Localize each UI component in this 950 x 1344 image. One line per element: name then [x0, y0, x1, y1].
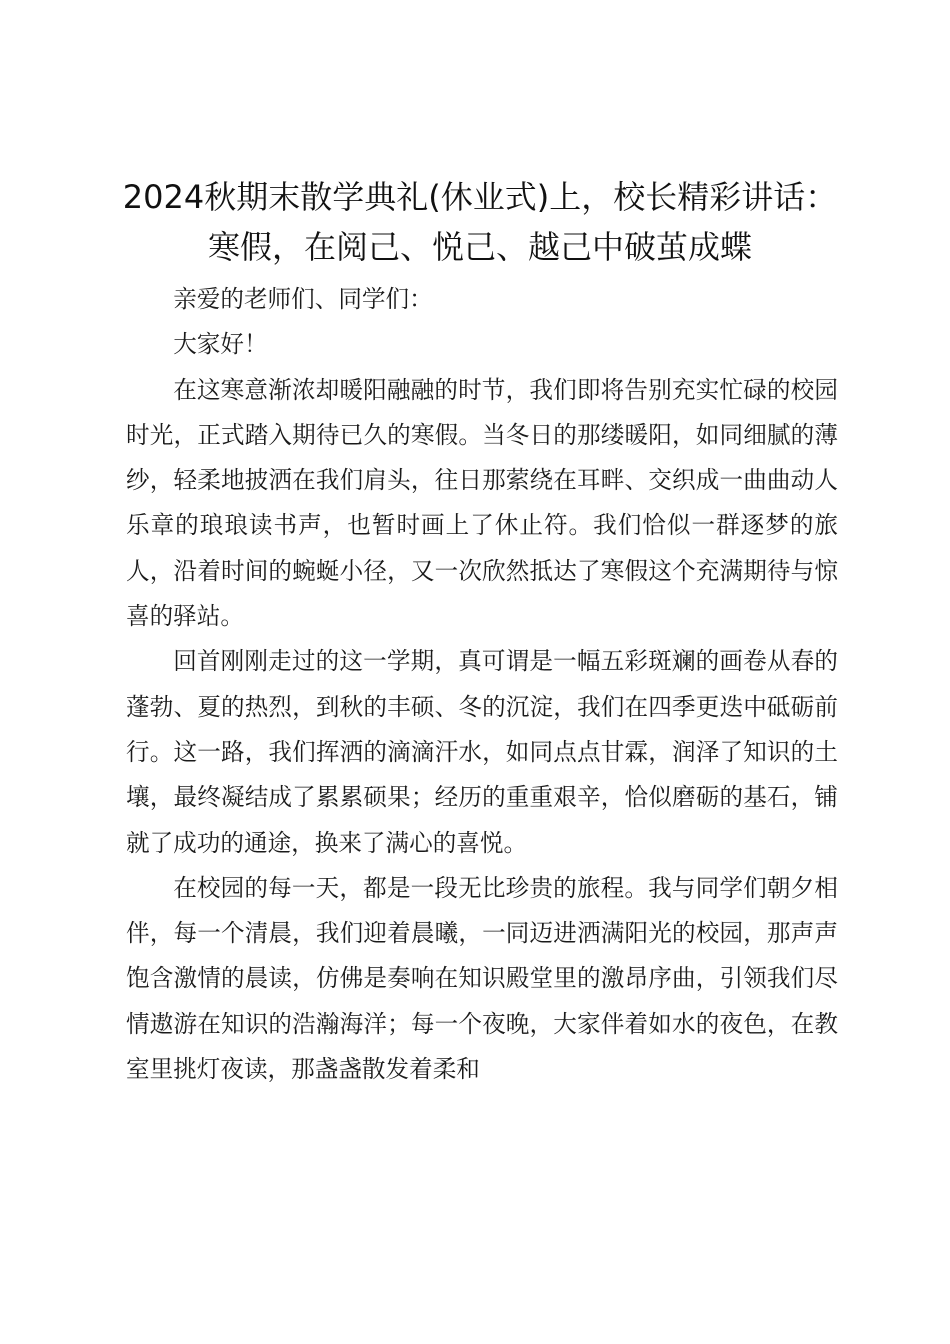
body-paragraph: 在校园的每一天，都是一段无比珍贵的旅程。我与同学们朝夕相伴，每一个清晨，我们迎着晨曦，一同迈进洒满阳光的校园，那声声饱含激情的晨读，仿佛是奏响在知识殿堂里的激昂序曲，引领我们尽情遨游在知识的浩瀚海洋；每一个夜晚，大家伴着如水的夜色，在教室里挑灯夜读，那盏盏散发着柔和 — [126, 873, 838, 1084]
document-title: 2024秋期末散学典礼(休业式)上，校长精彩讲话：寒假，在阅己、悦己、越己中破茧成蝶 — [122, 178, 838, 266]
body-paragraph: 在这寒意渐浓却暖阳融融的时节，我们即将告别充实忙碌的校园时光，正式踏入期待已久的寒假。当冬日的那缕暖阳，如同细腻的薄纱，轻柔地披洒在我们肩头，往日那萦绕在耳畔、交织成一曲曲动人乐章的琅琅读书声，也暂时画上了休止符。我们恰似一群逐梦的旅人，沿着时间的蜿蜒小径，又一次欣然抵达了寒假这个充满期待与惊喜的驿站。 — [126, 375, 838, 631]
document-body — [126, 277, 838, 1092]
greeting: 大家好！ — [173, 330, 268, 359]
salutation: 亲爱的老师们、同学们： — [173, 285, 433, 313]
body-paragraph: 回首刚刚走过的这一学期，真可谓是一幅五彩斑斓的画卷从春的蓬勃、夏的热烈，到秋的丰硕、冬的沉淀，我们在四季更迭中砥砺前行。这一路，我们挥洒的滴滴汗水，如同点点甘霖，润泽了知识的土壤，最终凝结成了累累硕果；经历的重重艰辛，恰似磨砺的基石，铺就了成功的通途，换来了满心的喜悦。 — [126, 647, 838, 857]
